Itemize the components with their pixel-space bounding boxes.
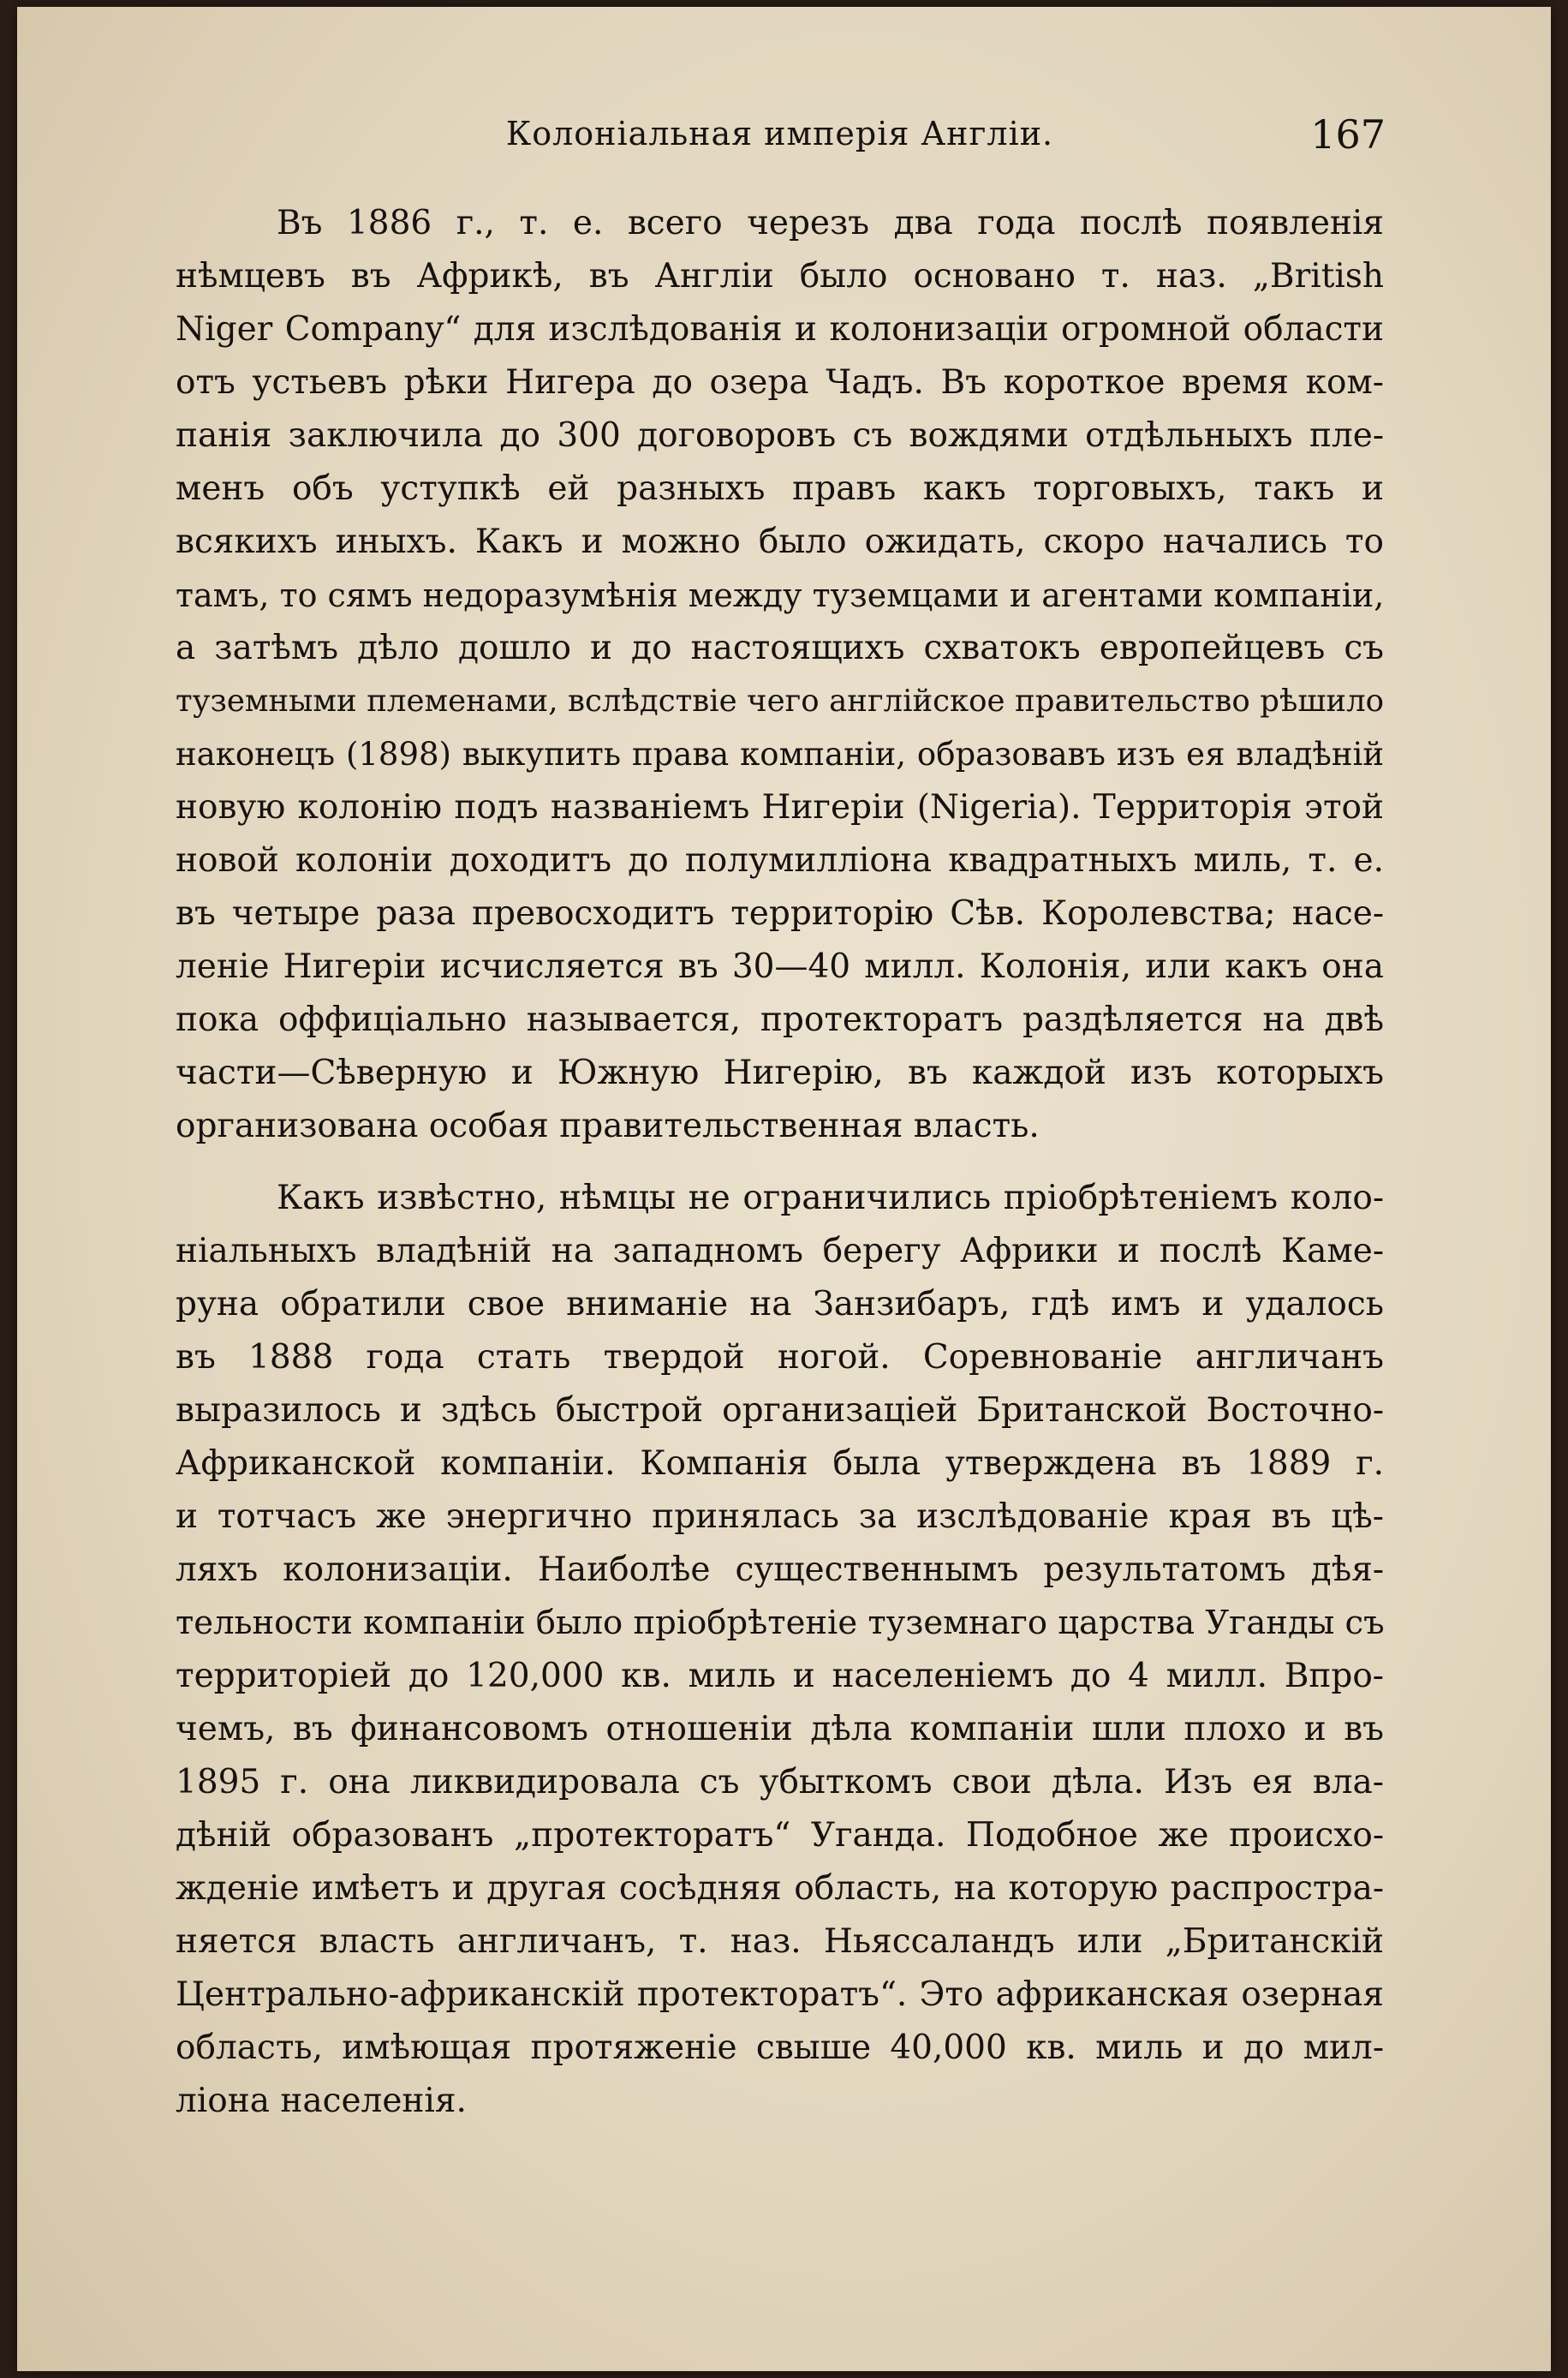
text-line: и тотчасъ же энергично принялась за изслѣдованіе края въ цѣ- (176, 1497, 1384, 1536)
text-line: въ четыре раза превосходитъ территорію Сѣв. Королевства; насе- (176, 894, 1384, 933)
page-number: 167 (1310, 111, 1386, 158)
text-line: руна обратили свое вниманіе на Занзибаръ, гдѣ имъ и удалось (176, 1285, 1384, 1323)
text-line: тельности компаніи было пріобрѣтеніе туземнаго царства Уганды съ (176, 1604, 1385, 1642)
text-line: ляхъ колонизаціи. Наиболѣе существеннымъ результатомъ дѣя- (176, 1550, 1384, 1589)
text-line: менъ объ уступкѣ ей разныхъ правъ какъ торговыхъ, такъ и (176, 469, 1384, 508)
text-line: выразилось и здѣсь быстрой организаціей Британской Восточно- (176, 1391, 1384, 1430)
text-line: части—Сѣверную и Южную Нигерію, въ каждой изъ которыхъ (176, 1054, 1384, 1092)
text-line: нѣмцевъ въ Африкѣ, въ Англіи было основано т. наз. „British (176, 257, 1384, 296)
header-title: Колоніальная имперія Англіи. (505, 115, 1054, 152)
text-line: тамъ, то сямъ недоразумѣнія между туземцами и агентами компаніи, (176, 577, 1385, 614)
running-head (174, 111, 1386, 163)
text-line: ніальныхъ владѣній на западномъ берегу Африки и послѣ Каме- (176, 1232, 1384, 1270)
text-line: жденіе имѣетъ и другая сосѣдняя область, на которую распростра- (176, 1869, 1384, 1908)
text-line: туземными племенами, вслѣдствіе чего англійское правительство рѣшило (176, 684, 1384, 719)
text-line: 1895 г. она ликвидировала съ убыткомъ свои дѣла. Изъ ея вла- (176, 1763, 1384, 1801)
text-line: Въ 1886 г., т. е. всего черезъ два года послѣ появленія (277, 204, 1384, 242)
text-line: пока оффиціально называется, протекторатъ раздѣляется на двѣ (176, 1001, 1384, 1039)
text-line: организована особая правительственная власть. (176, 1107, 1040, 1145)
paragraph-gap (176, 1153, 1384, 1172)
text-line: леніе Нигеріи исчисляется въ 30—40 милл. Колонія, или какъ она (176, 947, 1384, 986)
text-line: въ 1888 года стать твердой ногой. Соревнованіе англичанъ (176, 1338, 1384, 1377)
text-line: отъ устьевъ рѣки Нигера до озера Чадъ. Въ короткое время ком- (176, 363, 1384, 402)
paragraph (176, 1172, 1384, 2128)
text-line: чемъ, въ финансовомъ отношеніи дѣла компаніи шли плохо и въ (176, 1710, 1384, 1748)
body-text (176, 197, 1384, 2128)
text-line: а затѣмъ дѣло дошло и до настоящихъ схватокъ европейцевъ съ (176, 629, 1384, 667)
text-line: территоріей до 120,000 кв. миль и населеніемъ до 4 милл. Впро- (176, 1657, 1384, 1695)
text-line: Какъ извѣстно, нѣмцы не ограничились пріобрѣтеніемъ коло- (277, 1179, 1384, 1217)
text-line: область, имѣющая протяженіе свыше 40,000 кв. миль и до мил- (176, 2028, 1384, 2067)
text-line: Niger Company“ для изслѣдованія и колонизаціи огромной области (176, 310, 1384, 349)
text-line: ліона населенія. (176, 2082, 467, 2120)
text-line: панія заключила до 300 договоровъ съ вождями отдѣльныхъ пле- (176, 416, 1384, 455)
book-page (17, 7, 1551, 2371)
text-line: няется власть англичанъ, т. наз. Ньяссаландъ или „Британскій (176, 1922, 1384, 1961)
text-line: всякихъ иныхъ. Какъ и можно было ожидать, скоро начались то (176, 523, 1384, 561)
text-line: новой колоніи доходитъ до полумилліона квадратныхъ миль, т. е. (176, 841, 1384, 880)
text-line: Центрально-африканскій протекторатъ“. Это африканская озерная (176, 1975, 1384, 2014)
text-line: Африканской компаніи. Компанія была утверждена въ 1889 г. (176, 1444, 1384, 1483)
paragraph (176, 197, 1384, 1153)
text-line: наконецъ (1898) выкупить права компаніи, образовавъ изъ ея владѣній (176, 736, 1384, 773)
text-line: новую колонію подъ названіемъ Нигеріи (Nigeria). Территорія этой (176, 788, 1384, 827)
text-line: дѣній образованъ „протекторатъ“ Уганда. Подобное же происхо- (176, 1816, 1384, 1855)
